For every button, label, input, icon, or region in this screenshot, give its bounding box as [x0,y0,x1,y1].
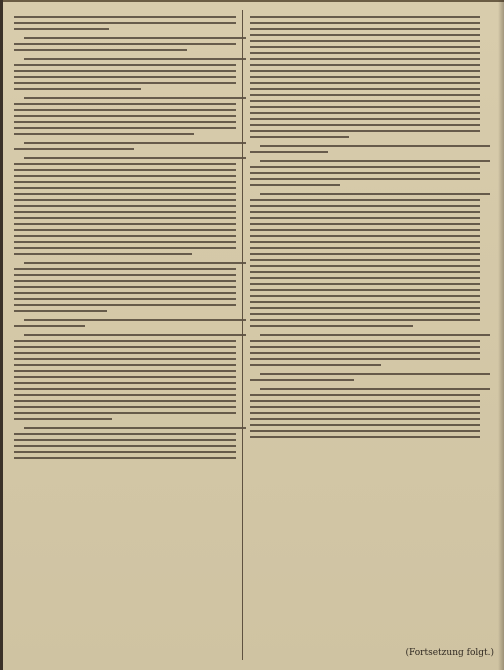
text-line [14,49,187,51]
text-line [250,247,480,249]
text-line [250,265,480,267]
text-line [14,298,236,300]
text-line [250,136,349,138]
text-line [14,109,236,111]
text-line [250,100,480,102]
text-line [14,223,236,225]
text-line [14,82,236,84]
text-line [14,28,109,30]
text-line [14,268,236,270]
text-line [14,364,236,366]
text-line [14,292,236,294]
text-line [250,346,480,348]
text-line [260,334,490,336]
page-left-edge [0,0,3,670]
text-line [250,253,480,255]
text-line [250,289,480,291]
text-line [14,406,236,408]
text-line [14,388,236,390]
text-column-left [14,12,236,462]
text-line [14,340,236,342]
text-line [250,28,480,30]
text-line [14,382,236,384]
text-line [14,439,236,441]
text-line [14,115,236,117]
text-line [14,229,236,231]
text-line [14,163,236,165]
text-line [250,406,480,408]
text-line [250,271,480,273]
text-line [250,319,480,321]
text-line [250,46,480,48]
text-line [24,142,246,144]
text-line [250,283,480,285]
text-line [260,160,490,162]
page-top-edge [0,0,504,2]
text-line [24,58,246,60]
text-line [260,193,490,195]
text-line [250,118,480,120]
text-line [250,151,328,153]
continuation-note: (Fortsetzung folgt.) [405,648,494,658]
text-line [14,358,236,360]
text-line [14,451,236,453]
text-line [250,277,480,279]
text-line [250,307,480,309]
text-line [14,169,236,171]
text-line [14,445,236,447]
text-line [14,400,236,402]
text-line [14,325,85,327]
text-line [250,358,480,360]
text-line [250,412,480,414]
text-line [14,199,236,201]
text-line [250,313,480,315]
text-line [14,16,236,18]
text-line [14,127,236,129]
text-line [250,52,480,54]
text-line [14,193,236,195]
text-line [24,97,246,99]
text-line [14,211,236,213]
text-line [250,241,480,243]
text-line [24,319,246,321]
text-line [250,379,354,381]
text-line [14,88,141,90]
text-line [250,205,480,207]
text-line [24,334,246,336]
text-line [250,64,480,66]
text-line [14,235,236,237]
text-line [260,373,490,375]
text-line [14,310,107,312]
text-line [260,388,490,390]
text-line [14,304,236,306]
text-line [250,424,480,426]
text-line [14,205,236,207]
text-line [250,223,480,225]
text-line [250,88,480,90]
text-line [250,325,413,327]
text-line [14,103,236,105]
text-line [24,427,246,429]
text-line [14,148,134,150]
text-column-right [250,12,480,441]
text-line [14,286,236,288]
text-line [250,259,480,261]
text-line [250,58,480,60]
text-line [250,394,480,396]
text-line [250,70,480,72]
text-line [14,376,236,378]
text-line [250,184,340,186]
text-line [250,82,480,84]
text-line [14,133,194,135]
text-line [14,274,236,276]
text-line [14,352,236,354]
text-line [250,430,480,432]
text-line [250,340,480,342]
page-binding-shadow [498,0,504,670]
text-line [250,34,480,36]
text-line [250,364,381,366]
text-line [14,253,192,255]
text-line [250,400,480,402]
text-line [250,211,480,213]
text-line [14,43,236,45]
text-line [14,418,112,420]
text-line [250,301,480,303]
text-line [250,166,480,168]
text-line [250,94,480,96]
text-line [250,40,480,42]
text-line [14,280,236,282]
text-line [14,394,236,396]
text-line [14,175,236,177]
text-line [250,178,480,180]
text-line [250,295,480,297]
text-line [250,106,480,108]
text-line [250,112,480,114]
text-line [250,235,480,237]
text-line [14,121,236,123]
text-line [14,346,236,348]
text-line [14,76,236,78]
text-line [14,247,236,249]
text-line [250,199,480,201]
text-line [250,22,480,24]
text-line [24,37,246,39]
text-line [14,457,236,459]
text-line [14,187,236,189]
column-rule [242,10,243,660]
text-line [250,418,480,420]
text-line [24,157,246,159]
text-line [250,16,480,18]
text-line [24,262,246,264]
text-line [250,130,480,132]
text-line [14,181,236,183]
text-line [14,64,236,66]
text-line [250,76,480,78]
text-line [260,145,490,147]
text-line [14,22,236,24]
text-line [14,370,236,372]
text-line [14,70,236,72]
text-line [250,172,480,174]
text-line [14,433,236,435]
text-line [14,217,236,219]
text-line [250,352,480,354]
text-line [250,229,480,231]
text-line [250,436,480,438]
text-line [14,241,236,243]
text-line [250,217,480,219]
text-line [250,124,480,126]
text-line [14,412,236,414]
